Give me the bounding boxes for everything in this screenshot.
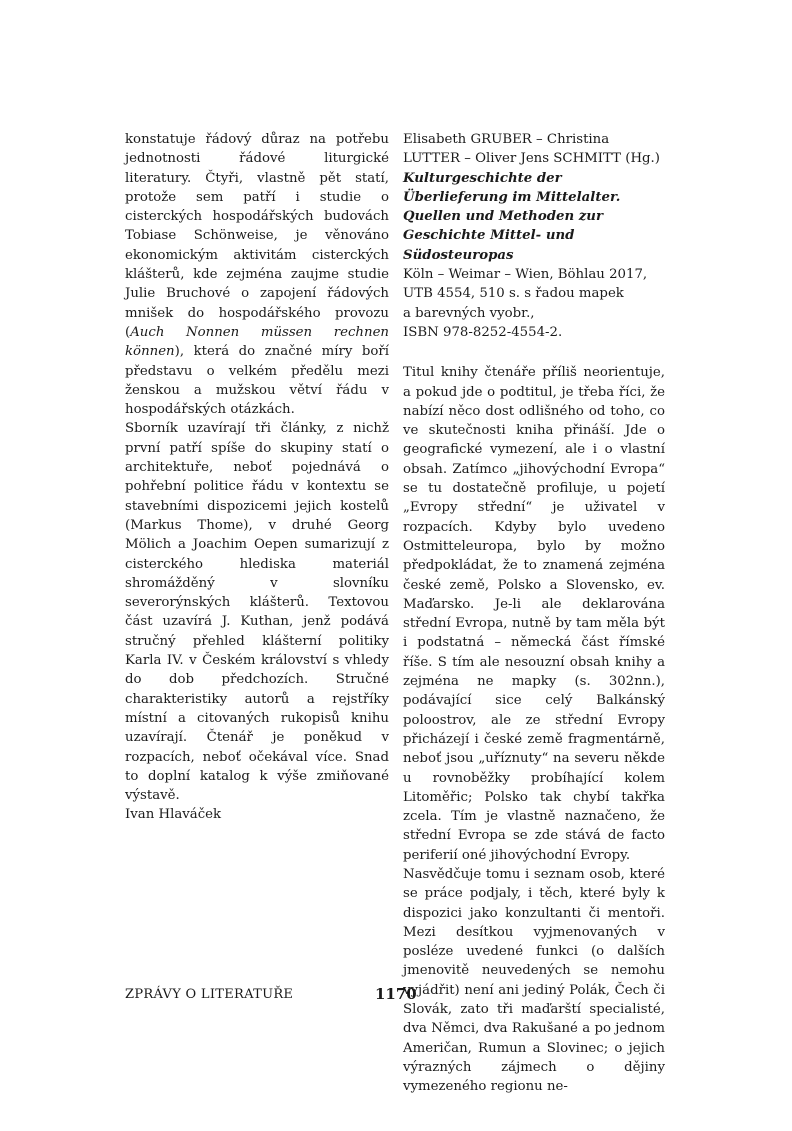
page-footer [125,987,665,1009]
reference-authors: Elisabeth GRUBER – Christina LUTTER – Oliver Jens SCHMITT (Hg.) [403,132,660,167]
reference-title: Kulturgeschichte der Überlieferung im Mittelalter. Quellen und Methoden zur Geschichte Mittel- und Südosteuropas [403,170,621,263]
reference-extent-2: a barevných vyobr., [403,305,535,321]
left-paragraph-1: konstatuje řádový důraz na potřebu jednotnosti řádové liturgické literatury. Čtyři, vlastně pět statí, protože sem patří i studie o cisterckých hospodářských budovách Tobiase Schönweise, je věnováno ekonomickým aktivitám cisterckých klášterů, kde zejména zaujme studie Julie Bruchové o zapojení řádových mnišek do hospodářského provozu (Auch Nonnen müssen rechnen können), která do značné míry boří představu o velkém předělu mezi ženskou a mužskou větví řádu v hospodářských otázkách. [125,132,389,418]
right-paragraph-2: Nasvědčuje tomu i seznam osob, které se práce podjaly, i těch, které byly k dispozici jako konzultanti či mentoři. Mezi desítkou vyjmenovaných v posléze uvedené funkci (o dalších jmenovitě neuvedených se nemohu vyjádřit) není ani jediný Polák, Čech či Slovák, zato tři maďarští specialisté, dva Němci, dva Rakušané a po jednom Američan, Rumun a Slovinec; o jejich výrazných zájmech o dějiny vymezeného regionu ne- [403,866,665,1095]
journal-name: ZPRÁVY O LITERATUŘE [125,987,294,1002]
cited-title: Auch Nonnen müssen rechnen können [125,324,389,360]
reference-publisher: Köln – Weimar – Wien, Böhlau 2017, [403,267,648,283]
author-signature: Ivan Hlaváček [125,807,222,823]
left-column [125,130,389,825]
left-paragraph-2: Sborník uzavírají tři články, z nichž první patří spíše do skupiny statí o architektuře, neboť pojednává o pohřební politice řádu v kontextu se stavebními dispozicemi jejich kostelů (Markus Thome), v druhé Georg Mölich a Joachim Oepen sumarizují z cisterckého hlediska materiál shromážděný v slovníku severorýnských klášterů. Textovou část uzavírá J. Kuthan, jenž podává stručný přehled klášterní politiky Karla IV. v Českém království s vhledy do dob předchozích. Stručné charakteristiky autorů a rejstříky místní a citovaných rukopisů knihu uzavírají. Čtenář je poněkud v rozpacích, neboť očekával více. Snad to doplní katalog k výše zmiňované výstavě. [125,421,389,804]
right-column [403,130,665,1097]
reference-isbn: ISBN 978-8252-4554-2. [403,324,563,340]
book-reference [403,130,665,342]
right-paragraph-1: Titul knihy čtenáře příliš neorientuje, a pokud jde o podtitul, je třeba říci, že nabízí něco dost odlišného od toho, co ve skutečnosti kniha přináší. Jde o geografické vymezení, ale i o vlastní obsah. Zatímco „jihovýchodní Evropa“ se tu dostatečně profiluje, u pojetí „Evropy střední“ je uživatel v rozpacích. Kdyby bylo uvedeno Ostmitteleuropa, bylo by možno předpokládat, že to znamená zejména české země, Polsko a Slovensko, ev. Maďarsko. Je-li ale deklarována střední Evropa, nutně by tam měla být i podstatná – německá část římské říše. S tím ale nesouzní obsah knihy a zejména ne mapky (s. 302nn.), podávající sice celý Balkánský poloostrov, ale ze střední Evropy přicházejí i české země fragmentárně, neboť jsou „uříznuty“ na severu někde u rovnoběžky probíhající kolem Litoměřic; Polsko tak chybí takřka zcela. Tím je vlastně naznačeno, že střední Evropa se zde stává de facto periferií oné jihovýchodní Evropy. [403,365,665,863]
reference-extent: UTB 4554, 510 s. s řadou mapek [403,286,624,302]
page-number: 1170 [375,985,417,1003]
